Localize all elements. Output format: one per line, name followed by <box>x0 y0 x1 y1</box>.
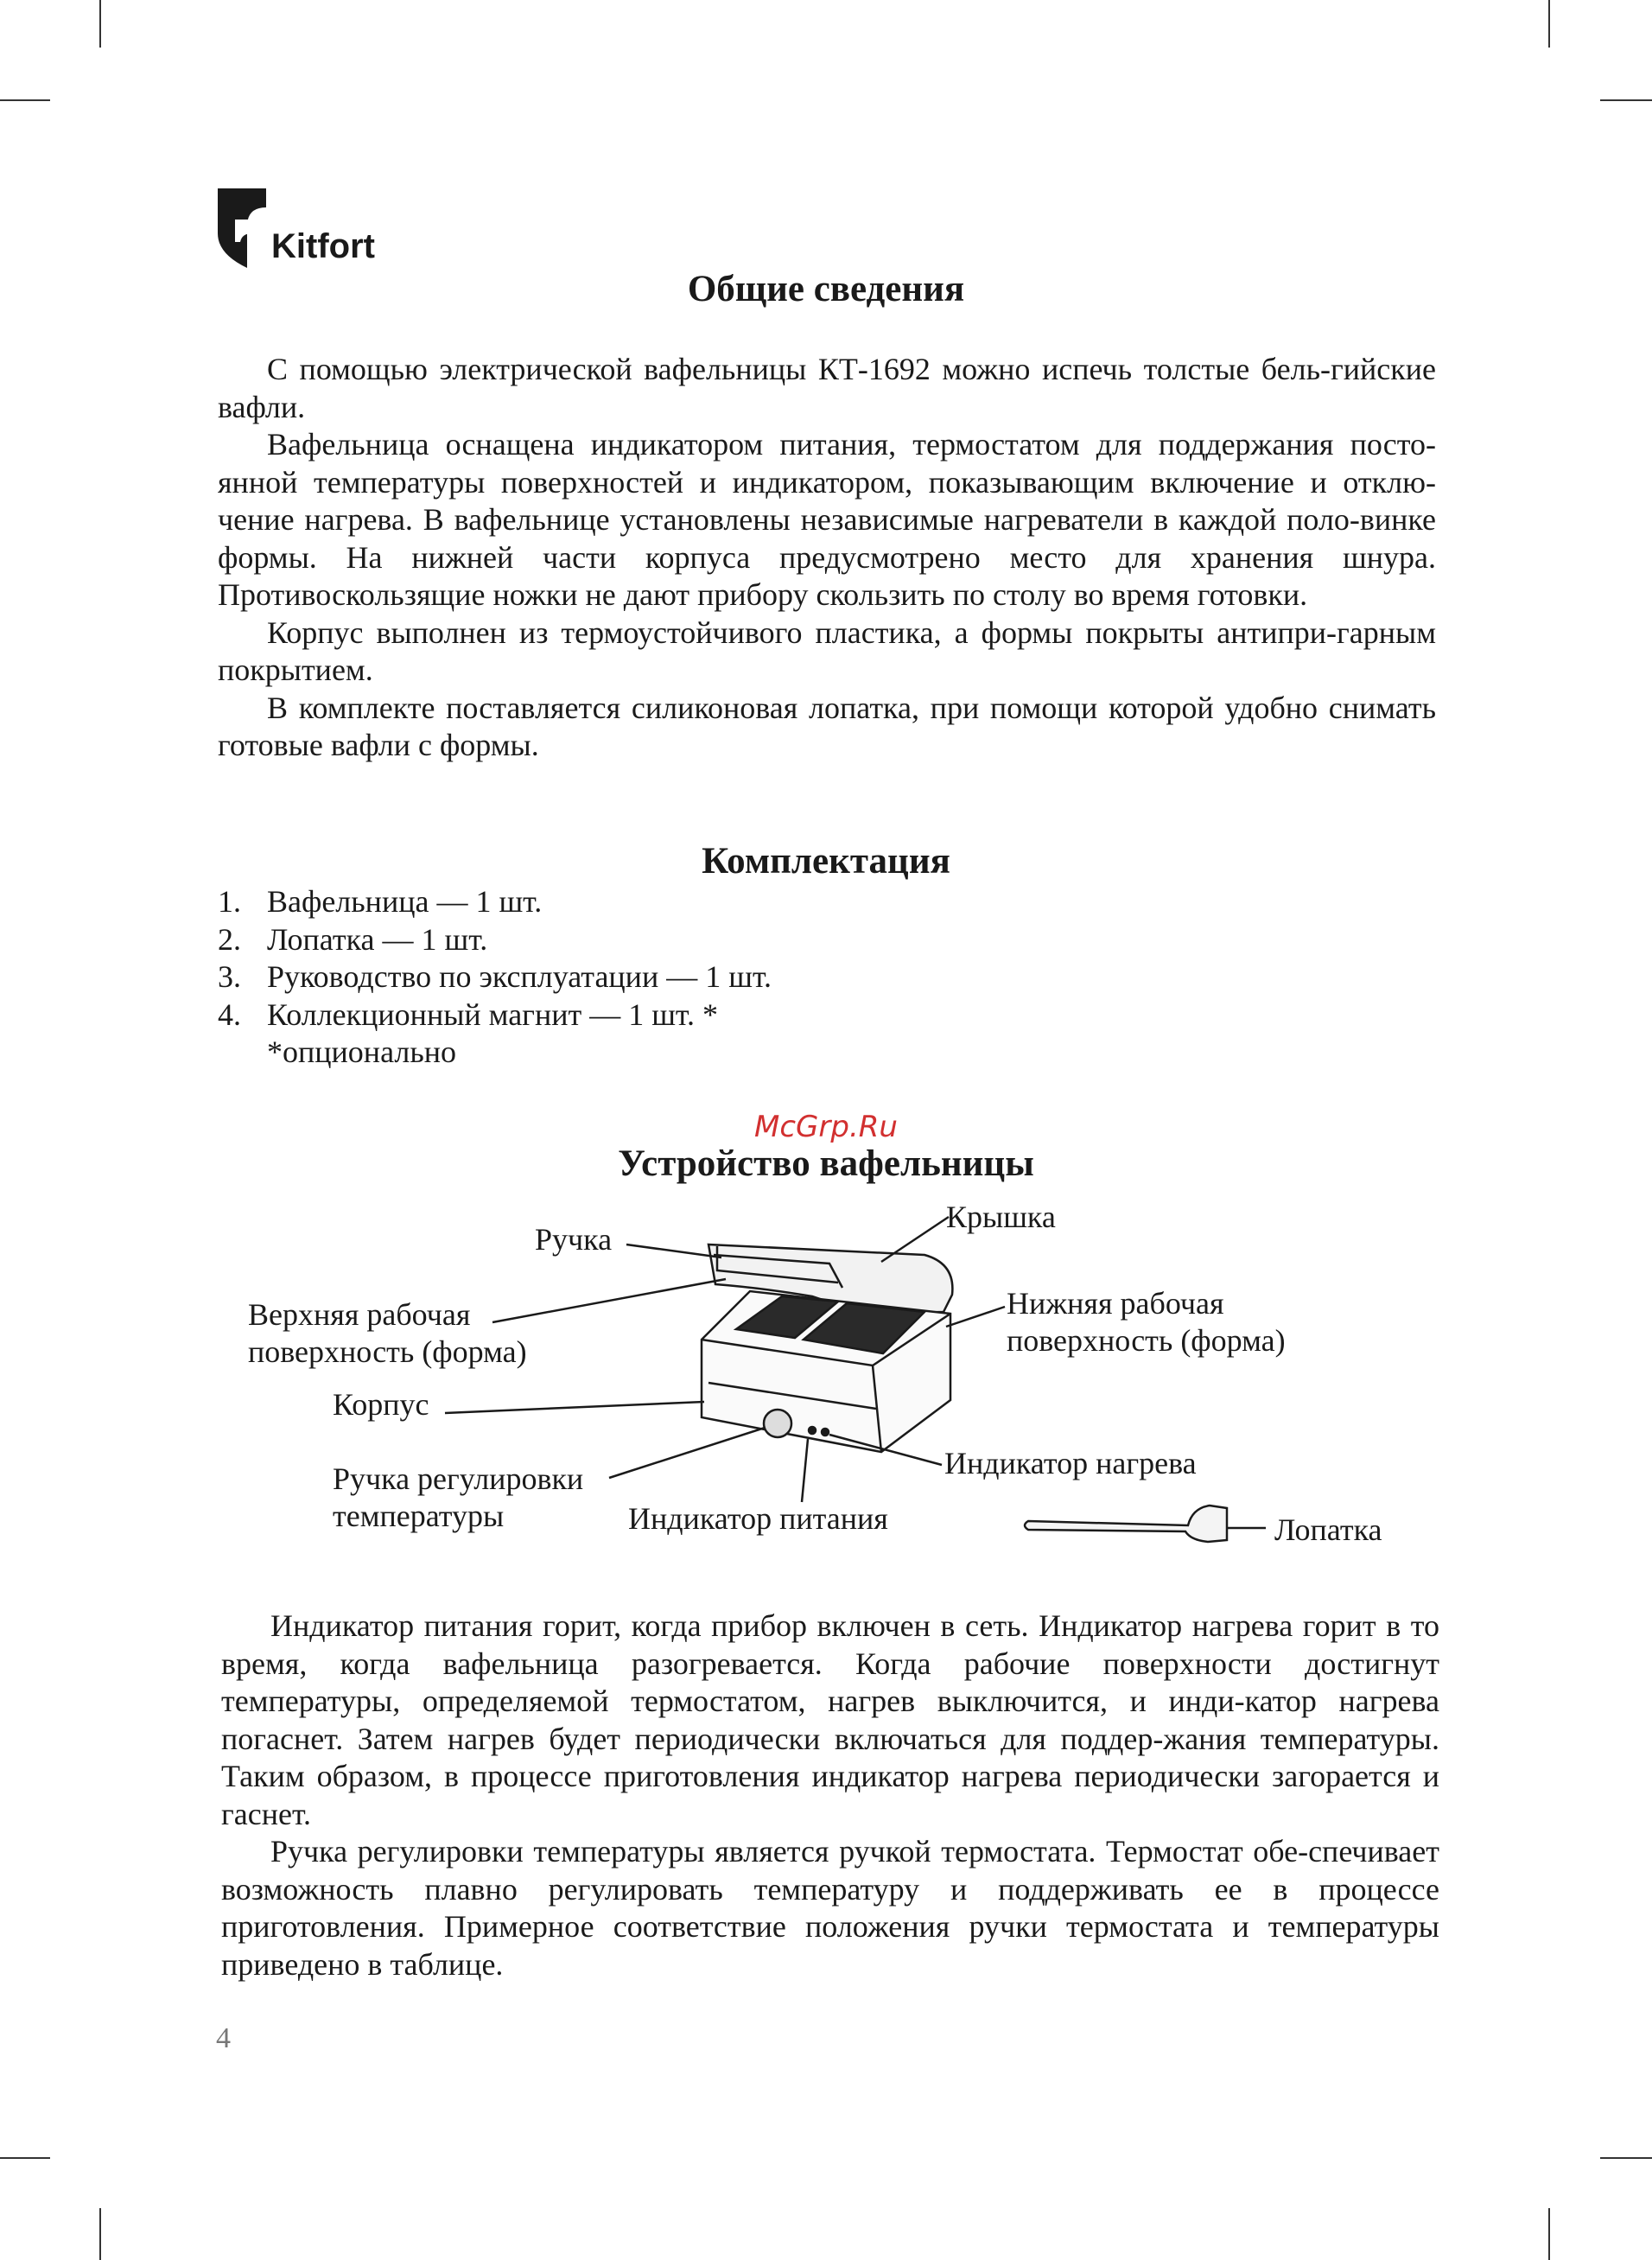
list-text: Руководство по эксплуатации — 1 шт. <box>267 959 772 994</box>
note-text: *опционально <box>267 1035 457 1069</box>
crop-mark <box>1548 2208 1550 2260</box>
section-title-device: Устройство вафельницы <box>618 1143 1034 1184</box>
page-number: 4 <box>216 2022 231 2054</box>
section-title-general: Общие сведения <box>687 269 965 309</box>
section-device-text <box>221 1607 1439 1983</box>
crop-mark <box>0 2157 50 2159</box>
list-text: Вафельница — 1 шт. <box>267 884 543 919</box>
list-number: 3. <box>218 959 241 994</box>
label-lower-surface-1: Нижняя рабочая <box>1007 1286 1224 1321</box>
label-heat-indicator: Индикатор нагрева <box>944 1446 1197 1480</box>
paragraph: Индикатор питания горит, когда прибор включен в сеть. Индикатор нагрева горит в то время, когда вафельница разогревается. Когда рабочие поверхности достигнут температуры, определяемой термостатом, нагрев выключится, и инди-катор нагрева погаснет. Затем нагрев будет периодически включаться для поддер-жания температуры. Таким образом, в процессе приготовления индикатор нагрева периодически загорается и гаснет. <box>221 1608 1439 1831</box>
crop-mark <box>99 2208 101 2260</box>
list-text: Лопатка — 1 шт. <box>267 921 488 957</box>
label-temp-knob-1: Ручка регулировки <box>333 1461 584 1496</box>
paragraph: С помощью электрической вафельницы КТ-1692 можно испечь толстые бель-гийские вафли. <box>218 352 1436 424</box>
label-upper-surface-1: Верхняя рабочая <box>248 1297 471 1332</box>
list-text: Коллекционный магнит — 1 шт. * <box>267 996 718 1032</box>
label-body: Корпус <box>333 1387 429 1422</box>
watermark: McGrp.Ru <box>754 1110 898 1144</box>
label-spatula: Лопатка <box>1274 1512 1382 1547</box>
label-lid: Крышка <box>946 1200 1056 1234</box>
label-power-indicator: Индикатор питания <box>628 1501 888 1536</box>
paragraph: Корпус выполнен из термоустойчивого пластика, а формы покрыты антипри-гарным покрытием. <box>218 614 1436 687</box>
crop-mark <box>1600 2157 1652 2159</box>
list-number: 2. <box>218 921 241 957</box>
paragraph: Ручка регулировки температуры является ручкой термостата. Термостат обе-спечивает возможность плавно регулировать температуру и поддерживать ее в процессе приготовления. Примерное соответствие положения ручки термостата и температуры приведено в таблице. <box>221 1834 1439 1982</box>
logo-brand-text: Kitfort <box>271 227 375 265</box>
section-title-contents: Комплектация <box>702 841 950 882</box>
label-handle: Ручка <box>535 1222 613 1257</box>
paragraph: Вафельница оснащена индикатором питания, термостатом для поддержания посто-янной температуры поверхностей и индикатором, показывающим включение и отклю-чение нагрева. В вафельнице установлены независимые нагреватели в каждой поло-винке формы. На нижней части корпуса предусмотрено место для хранения шнура. Противоскользящие ножки не дают прибору скользить по столу во время готовки. <box>218 427 1436 612</box>
label-lower-surface-2: поверхность (форма) <box>1007 1323 1286 1358</box>
label-temp-knob-2: температуры <box>333 1499 505 1533</box>
list-number: 4. <box>218 996 241 1032</box>
paragraph: В комплекте поставляется силиконовая лопатка, при помощи которой удобно снимать готовые вафли с формы. <box>218 690 1436 762</box>
label-upper-surface-2: поверхность (форма) <box>248 1334 527 1369</box>
list-number: 1. <box>218 884 241 919</box>
